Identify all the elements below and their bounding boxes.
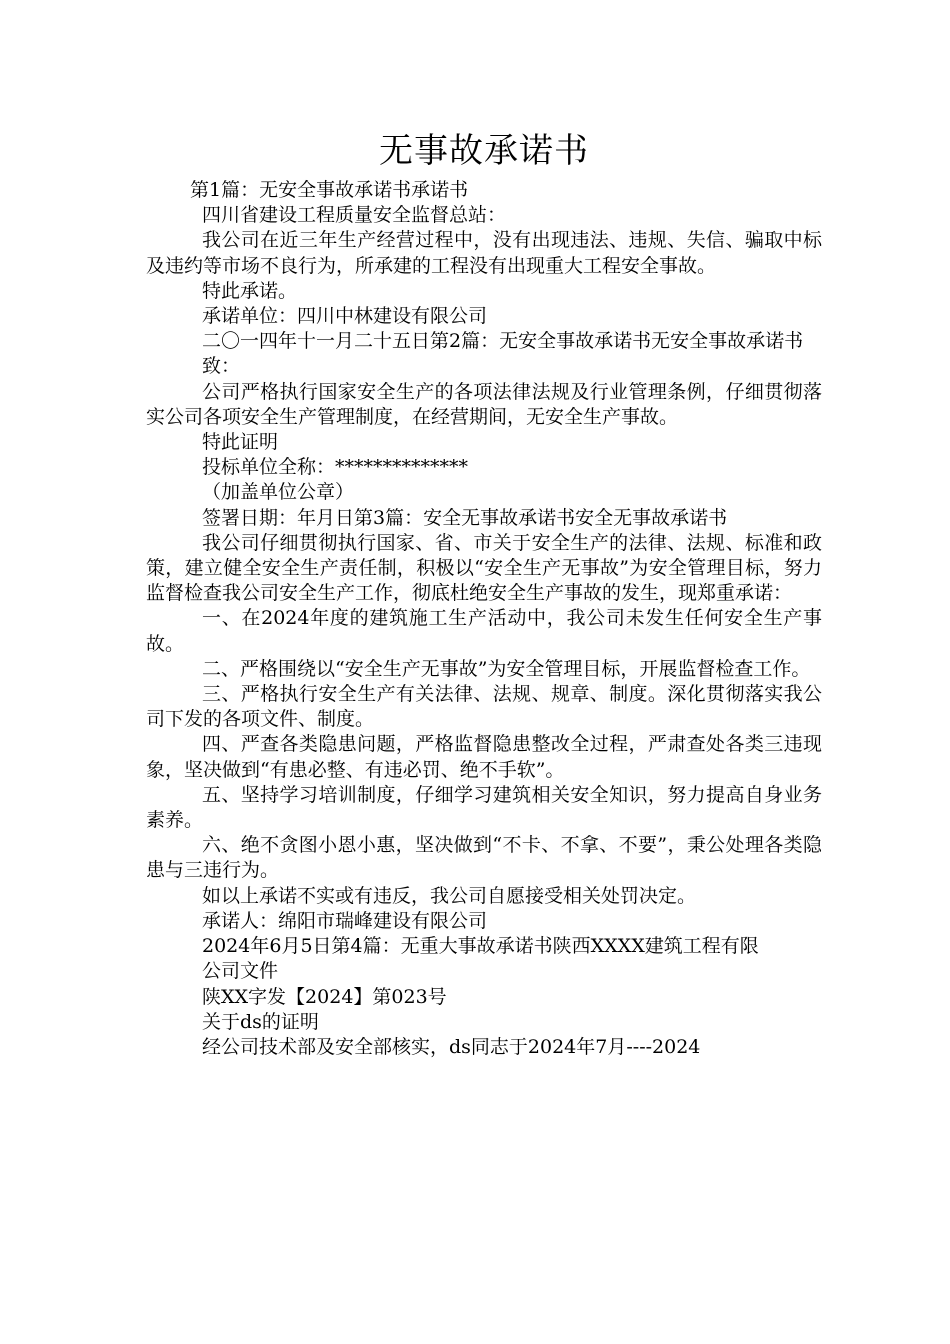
paragraph: 特此证明	[202, 431, 279, 454]
paragraph: 四川省建设工程质量安全监督总站：	[202, 204, 507, 227]
paragraph: （加盖单位公章）	[202, 481, 355, 504]
paragraph: 三、严格执行安全生产有关法律、法规、规章、制度。深化贯彻落实我公司下发的各项文件、制度。	[146, 683, 822, 731]
paragraph: 陕XX字发【2024】第023号	[202, 985, 447, 1008]
paragraph: 签署日期：年月日第3篇：安全无事故承诺书安全无事故承诺书	[202, 506, 728, 529]
document-page	[146, 128, 822, 1060]
paragraph: 二、严格围绕以“安全生产无事故”为安全管理目标，开展监督检查工作。	[202, 657, 811, 680]
paragraph: 致：	[202, 355, 241, 378]
paragraph: 如以上承诺不实或有违反，我公司自愿接受相关处罚决定。	[202, 884, 697, 907]
paragraph: 六、绝不贪图小恩小惠，坚决做到“不卡、不拿、不要”，秉公处理各类隐患与三违行为。	[146, 834, 822, 882]
paragraph: 特此承诺。	[202, 279, 298, 302]
paragraph: 一、在2024年度的建筑施工生产活动中，我公司未发生任何安全生产事故。	[146, 607, 822, 655]
paragraph: 公司文件	[202, 960, 279, 983]
paragraph: 公司严格执行国家安全生产的各项法律法规及行业管理条例，仔细贯彻落实公司各项安全生产管理制度，在经营期间，无安全生产事故。	[146, 380, 822, 428]
paragraph: 承诺单位：四川中林建设有限公司	[202, 305, 488, 328]
paragraph: 二〇一四年十一月二十五日第2篇：无安全事故承诺书无安全事故承诺书	[202, 330, 804, 353]
paragraph: 投标单位全称：**************	[202, 456, 469, 479]
paragraph: 经公司技术部及安全部核实，ds同志于2024年7月----2024	[202, 1035, 701, 1058]
paragraph: 我公司仔细贯彻执行国家、省、市关于安全生产的法律、法规、标准和政策，建立健全安全生产责任制，积极以“安全生产无事故”为安全管理目标，努力监督检查我公司安全生产工作，彻底杜绝安全生产事故的发生，现郑重承诺：	[146, 531, 822, 605]
paragraph: 2024年6月5日第4篇：无重大事故承诺书陕西XXXX建筑工程有限	[202, 935, 759, 958]
document-title: 无事故承诺书	[379, 131, 589, 171]
paragraph: 五、坚持学习培训制度，仔细学习建筑相关安全知识，努力提高自身业务素养。	[146, 783, 822, 832]
section-heading-1: 第1篇：无安全事故承诺书承诺书	[190, 179, 469, 201]
paragraph: 承诺人：绵阳市瑞峰建设有限公司	[202, 909, 488, 932]
paragraph: 四、严查各类隐患问题，严格监督隐患整改全过程，严肃查处各类三违现象，坚决做到“有患必整、有违必罚、绝不手软”。	[146, 733, 822, 781]
paragraph: 关于ds的证明	[202, 1010, 319, 1033]
paragraph: 我公司在近三年生产经营过程中，没有出现违法、违规、失信、骗取中标及违约等市场不良行为，所承建的工程没有出现重大工程安全事故。	[146, 229, 822, 277]
